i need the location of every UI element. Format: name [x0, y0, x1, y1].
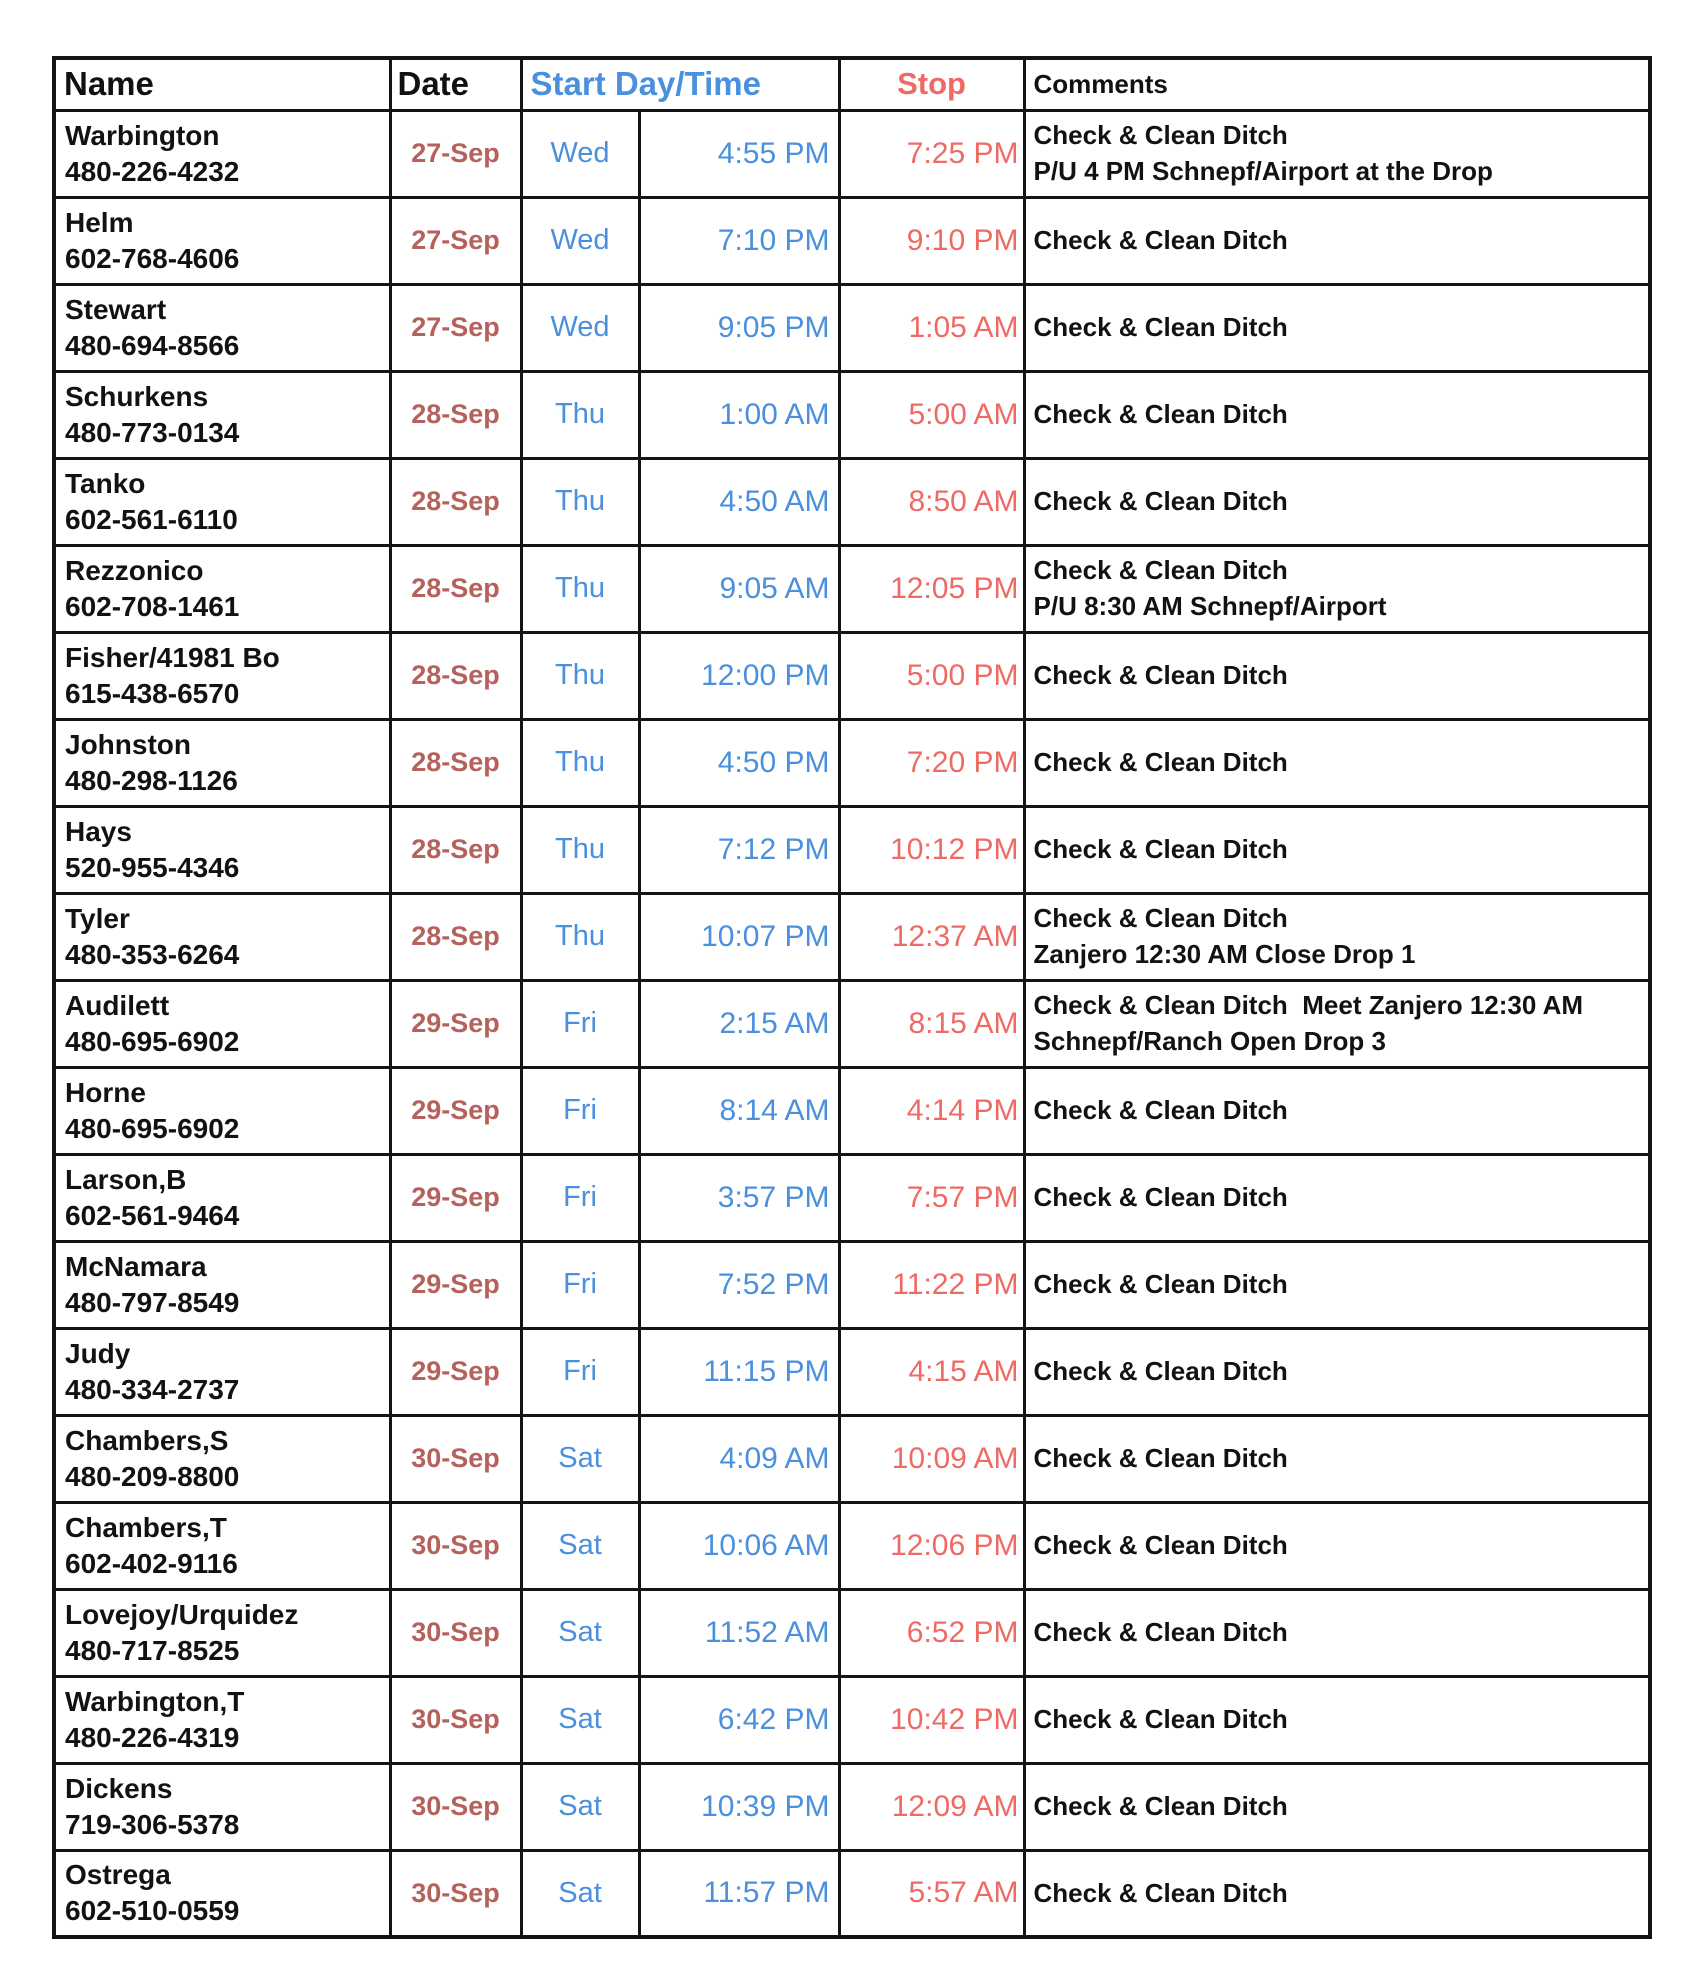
comments-cell — [1024, 1328, 1650, 1415]
name-cell — [54, 284, 390, 371]
stop-time-cell: 10:12 PM — [839, 806, 1024, 893]
stop-time-cell: 5:57 AM — [839, 1850, 1024, 1937]
comments-cell — [1024, 1502, 1650, 1589]
customer-name: Warbington,T — [65, 1685, 245, 1717]
comment-line: Check & Clean Ditch — [1033, 224, 1288, 255]
stop-time-cell: 8:15 AM — [839, 980, 1024, 1067]
stop-time-cell: 11:22 PM — [839, 1241, 1024, 1328]
start-day-cell: Thu — [521, 893, 639, 980]
comment-line: Check & Clean Ditch — [1033, 120, 1288, 151]
customer-name: Tyler — [65, 902, 130, 934]
date-cell: 30-Sep — [390, 1850, 521, 1937]
name-cell — [54, 806, 390, 893]
stop-time-cell: 5:00 PM — [839, 632, 1024, 719]
customer-phone: 480-353-6264 — [65, 938, 240, 970]
name-cell — [54, 1676, 390, 1763]
customer-phone: 602-708-1461 — [65, 590, 240, 622]
start-time-cell: 7:52 PM — [639, 1241, 839, 1328]
comment-line: Check & Clean Ditch — [1033, 746, 1288, 777]
start-time-cell: 1:00 AM — [639, 371, 839, 458]
start-time-cell: 9:05 AM — [639, 545, 839, 632]
stop-time-cell: 7:25 PM — [839, 110, 1024, 197]
comments-cell — [1024, 1850, 1650, 1937]
name-cell — [54, 1502, 390, 1589]
customer-phone: 480-226-4232 — [65, 155, 240, 187]
table-row — [54, 545, 1650, 632]
start-day-cell: Sat — [521, 1502, 639, 1589]
start-day-cell: Sat — [521, 1589, 639, 1676]
name-cell — [54, 1850, 390, 1937]
customer-name: Johnston — [65, 728, 191, 760]
table-row — [54, 284, 1650, 371]
start-time-cell: 11:52 AM — [639, 1589, 839, 1676]
customer-phone: 602-768-4606 — [65, 242, 240, 274]
date-cell: 27-Sep — [390, 284, 521, 371]
comment-line: Check & Clean Ditch — [1033, 1790, 1288, 1821]
column-header-start-day-time: Start Day/Time — [521, 58, 839, 110]
customer-name: Chambers,T — [65, 1511, 227, 1543]
start-time-cell: 7:10 PM — [639, 197, 839, 284]
date-cell: 27-Sep — [390, 197, 521, 284]
start-day-cell: Thu — [521, 719, 639, 806]
start-day-cell: Fri — [521, 1067, 639, 1154]
comments-cell — [1024, 1067, 1650, 1154]
column-header-name: Name — [54, 58, 390, 110]
date-cell: 30-Sep — [390, 1502, 521, 1589]
table-row — [54, 1067, 1650, 1154]
name-cell — [54, 632, 390, 719]
name-cell — [54, 197, 390, 284]
table-row — [54, 1154, 1650, 1241]
date-cell: 29-Sep — [390, 980, 521, 1067]
comment-line: P/U 4 PM Schnepf/Airport at the Drop — [1033, 155, 1493, 186]
comment-line: Schnepf/Ranch Open Drop 3 — [1033, 1025, 1387, 1056]
comment-line: Check & Clean Ditch — [1033, 1529, 1288, 1560]
comment-line: Check & Clean Ditch — [1033, 555, 1288, 586]
start-time-cell: 10:39 PM — [639, 1763, 839, 1850]
table-row — [54, 806, 1650, 893]
customer-name: Schurkens — [65, 380, 209, 412]
date-cell: 28-Sep — [390, 371, 521, 458]
comment-line: Check & Clean Ditch — [1033, 1268, 1288, 1299]
comments-cell — [1024, 110, 1650, 197]
table-row — [54, 893, 1650, 980]
customer-phone: 480-694-8566 — [65, 329, 240, 361]
table-row — [54, 1241, 1650, 1328]
customer-phone: 480-226-4319 — [65, 1721, 240, 1753]
name-cell — [54, 1415, 390, 1502]
customer-name: McNamara — [65, 1250, 207, 1282]
table-row — [54, 719, 1650, 806]
name-cell — [54, 110, 390, 197]
start-time-cell: 4:55 PM — [639, 110, 839, 197]
customer-phone: 520-955-4346 — [65, 851, 240, 883]
start-time-cell: 10:07 PM — [639, 893, 839, 980]
comment-line: Check & Clean Ditch — [1033, 1094, 1288, 1125]
start-day-cell: Wed — [521, 110, 639, 197]
date-cell: 27-Sep — [390, 110, 521, 197]
customer-phone: 719-306-5378 — [65, 1808, 240, 1840]
table-row — [54, 632, 1650, 719]
start-time-cell: 7:12 PM — [639, 806, 839, 893]
start-day-cell: Sat — [521, 1676, 639, 1763]
table-row — [54, 197, 1650, 284]
date-cell: 30-Sep — [390, 1415, 521, 1502]
table-row — [54, 110, 1650, 197]
name-cell — [54, 458, 390, 545]
table-row — [54, 1763, 1650, 1850]
table-row — [54, 1328, 1650, 1415]
comments-cell — [1024, 893, 1650, 980]
name-cell — [54, 1589, 390, 1676]
customer-name: Larson,B — [65, 1163, 187, 1195]
comment-line: Zanjero 12:30 AM Close Drop 1 — [1033, 938, 1416, 969]
comment-line: Check & Clean Ditch Meet Zanjero 12:30 AM — [1033, 990, 1584, 1021]
name-cell — [54, 1154, 390, 1241]
comments-cell — [1024, 1154, 1650, 1241]
stop-time-cell: 6:52 PM — [839, 1589, 1024, 1676]
start-day-cell: Fri — [521, 1154, 639, 1241]
start-time-cell: 4:09 AM — [639, 1415, 839, 1502]
table-row — [54, 458, 1650, 545]
name-cell — [54, 893, 390, 980]
start-day-cell: Fri — [521, 1241, 639, 1328]
stop-time-cell: 8:50 AM — [839, 458, 1024, 545]
date-cell: 29-Sep — [390, 1241, 521, 1328]
start-time-cell: 2:15 AM — [639, 980, 839, 1067]
column-header-comments: Comments — [1024, 58, 1650, 110]
stop-time-cell: 12:06 PM — [839, 1502, 1024, 1589]
comment-line: Check & Clean Ditch — [1033, 833, 1288, 864]
customer-phone: 480-773-0134 — [65, 416, 240, 448]
comments-cell — [1024, 1241, 1650, 1328]
comment-line: Check & Clean Ditch — [1033, 1703, 1288, 1734]
stop-time-cell: 1:05 AM — [839, 284, 1024, 371]
customer-name: Warbington — [65, 119, 220, 151]
customer-name: Lovejoy/Urquidez — [65, 1598, 299, 1630]
customer-name: Ostrega — [65, 1859, 171, 1891]
customer-name: Rezzonico — [65, 554, 204, 586]
stop-time-cell: 4:15 AM — [839, 1328, 1024, 1415]
comments-cell — [1024, 806, 1650, 893]
date-cell: 30-Sep — [390, 1676, 521, 1763]
stop-time-cell: 12:37 AM — [839, 893, 1024, 980]
start-time-cell: 4:50 PM — [639, 719, 839, 806]
stop-time-cell: 10:42 PM — [839, 1676, 1024, 1763]
comment-line: Check & Clean Ditch — [1033, 1355, 1288, 1386]
comments-cell — [1024, 545, 1650, 632]
schedule-table — [52, 56, 1652, 1939]
date-cell: 28-Sep — [390, 632, 521, 719]
start-time-cell: 9:05 PM — [639, 284, 839, 371]
customer-name: Chambers,S — [65, 1424, 229, 1456]
table-row — [54, 1589, 1650, 1676]
customer-phone: 480-717-8525 — [65, 1634, 240, 1666]
stop-time-cell: 12:05 PM — [839, 545, 1024, 632]
comments-cell — [1024, 458, 1650, 545]
customer-phone: 480-209-8800 — [65, 1460, 240, 1492]
customer-phone: 602-402-9116 — [65, 1547, 238, 1579]
start-time-cell: 11:57 PM — [639, 1850, 839, 1937]
stop-time-cell: 12:09 AM — [839, 1763, 1024, 1850]
start-day-cell: Sat — [521, 1850, 639, 1937]
comments-cell — [1024, 1763, 1650, 1850]
customer-phone: 480-298-1126 — [65, 764, 238, 796]
start-day-cell: Thu — [521, 545, 639, 632]
schedule-sheet — [52, 56, 1648, 1939]
customer-phone: 602-561-9464 — [65, 1199, 240, 1231]
start-time-cell: 12:00 PM — [639, 632, 839, 719]
name-cell — [54, 1763, 390, 1850]
stop-time-cell: 9:10 PM — [839, 197, 1024, 284]
date-cell: 29-Sep — [390, 1154, 521, 1241]
comments-cell — [1024, 1676, 1650, 1763]
start-time-cell: 11:15 PM — [639, 1328, 839, 1415]
start-time-cell: 10:06 AM — [639, 1502, 839, 1589]
start-time-cell: 4:50 AM — [639, 458, 839, 545]
comments-cell — [1024, 719, 1650, 806]
date-cell: 28-Sep — [390, 458, 521, 545]
start-day-cell: Thu — [521, 371, 639, 458]
start-day-cell: Fri — [521, 1328, 639, 1415]
date-cell: 28-Sep — [390, 719, 521, 806]
comment-line: Check & Clean Ditch — [1033, 398, 1288, 429]
date-cell: 30-Sep — [390, 1763, 521, 1850]
name-cell — [54, 545, 390, 632]
comment-line: Check & Clean Ditch — [1033, 1616, 1288, 1647]
customer-name: Tanko — [65, 467, 146, 499]
comments-cell — [1024, 284, 1650, 371]
customer-name: Horne — [65, 1076, 146, 1108]
start-time-cell: 6:42 PM — [639, 1676, 839, 1763]
comment-line: Check & Clean Ditch — [1033, 1442, 1288, 1473]
start-time-cell: 8:14 AM — [639, 1067, 839, 1154]
customer-phone: 615-438-6570 — [65, 677, 240, 709]
name-cell — [54, 1328, 390, 1415]
customer-phone: 480-334-2737 — [65, 1373, 240, 1405]
start-day-cell: Wed — [521, 284, 639, 371]
comment-line: Check & Clean Ditch — [1033, 659, 1288, 690]
start-day-cell: Wed — [521, 197, 639, 284]
name-cell — [54, 371, 390, 458]
stop-time-cell: 7:20 PM — [839, 719, 1024, 806]
customer-phone: 602-561-6110 — [65, 503, 238, 535]
comments-cell — [1024, 1415, 1650, 1502]
name-cell — [54, 1241, 390, 1328]
start-day-cell: Thu — [521, 806, 639, 893]
customer-name: Dickens — [65, 1772, 173, 1804]
comments-cell — [1024, 632, 1650, 719]
start-day-cell: Sat — [521, 1415, 639, 1502]
comments-cell — [1024, 197, 1650, 284]
customer-name: Helm — [65, 206, 134, 238]
header-row — [54, 58, 1650, 110]
customer-phone: 480-695-6902 — [65, 1025, 240, 1057]
table-row — [54, 1415, 1650, 1502]
table-row — [54, 1676, 1650, 1763]
start-time-cell: 3:57 PM — [639, 1154, 839, 1241]
column-header-date: Date — [390, 58, 521, 110]
stop-time-cell: 7:57 PM — [839, 1154, 1024, 1241]
date-cell: 30-Sep — [390, 1589, 521, 1676]
date-cell: 29-Sep — [390, 1067, 521, 1154]
comment-line: Check & Clean Ditch — [1033, 311, 1288, 342]
comment-line: Check & Clean Ditch — [1033, 903, 1288, 934]
comments-cell — [1024, 371, 1650, 458]
customer-name: Judy — [65, 1337, 131, 1369]
start-day-cell: Sat — [521, 1763, 639, 1850]
table-row — [54, 1850, 1650, 1937]
comment-line: Check & Clean Ditch — [1033, 1181, 1288, 1212]
stop-time-cell: 5:00 AM — [839, 371, 1024, 458]
date-cell: 28-Sep — [390, 806, 521, 893]
comments-cell — [1024, 980, 1650, 1067]
date-cell: 28-Sep — [390, 545, 521, 632]
start-day-cell: Thu — [521, 458, 639, 545]
start-day-cell: Fri — [521, 980, 639, 1067]
column-header-stop: Stop — [839, 58, 1024, 110]
date-cell: 28-Sep — [390, 893, 521, 980]
stop-time-cell: 4:14 PM — [839, 1067, 1024, 1154]
name-cell — [54, 719, 390, 806]
customer-name: Stewart — [65, 293, 167, 325]
customer-name: Hays — [65, 815, 132, 847]
table-row — [54, 1502, 1650, 1589]
table-row — [54, 371, 1650, 458]
comment-line: Check & Clean Ditch — [1033, 485, 1288, 516]
stop-time-cell: 10:09 AM — [839, 1415, 1024, 1502]
customer-name: Audilett — [65, 989, 170, 1021]
comment-line: Check & Clean Ditch — [1033, 1877, 1288, 1908]
start-day-cell: Thu — [521, 632, 639, 719]
customer-name: Fisher/41981 Bo — [65, 641, 280, 673]
name-cell — [54, 980, 390, 1067]
comments-cell — [1024, 1589, 1650, 1676]
customer-phone: 480-797-8549 — [65, 1286, 240, 1318]
comment-line: P/U 8:30 AM Schnepf/Airport — [1033, 590, 1387, 621]
customer-phone: 480-695-6902 — [65, 1112, 240, 1144]
customer-phone: 602-510-0559 — [65, 1895, 240, 1927]
date-cell: 29-Sep — [390, 1328, 521, 1415]
table-row — [54, 980, 1650, 1067]
name-cell — [54, 1067, 390, 1154]
